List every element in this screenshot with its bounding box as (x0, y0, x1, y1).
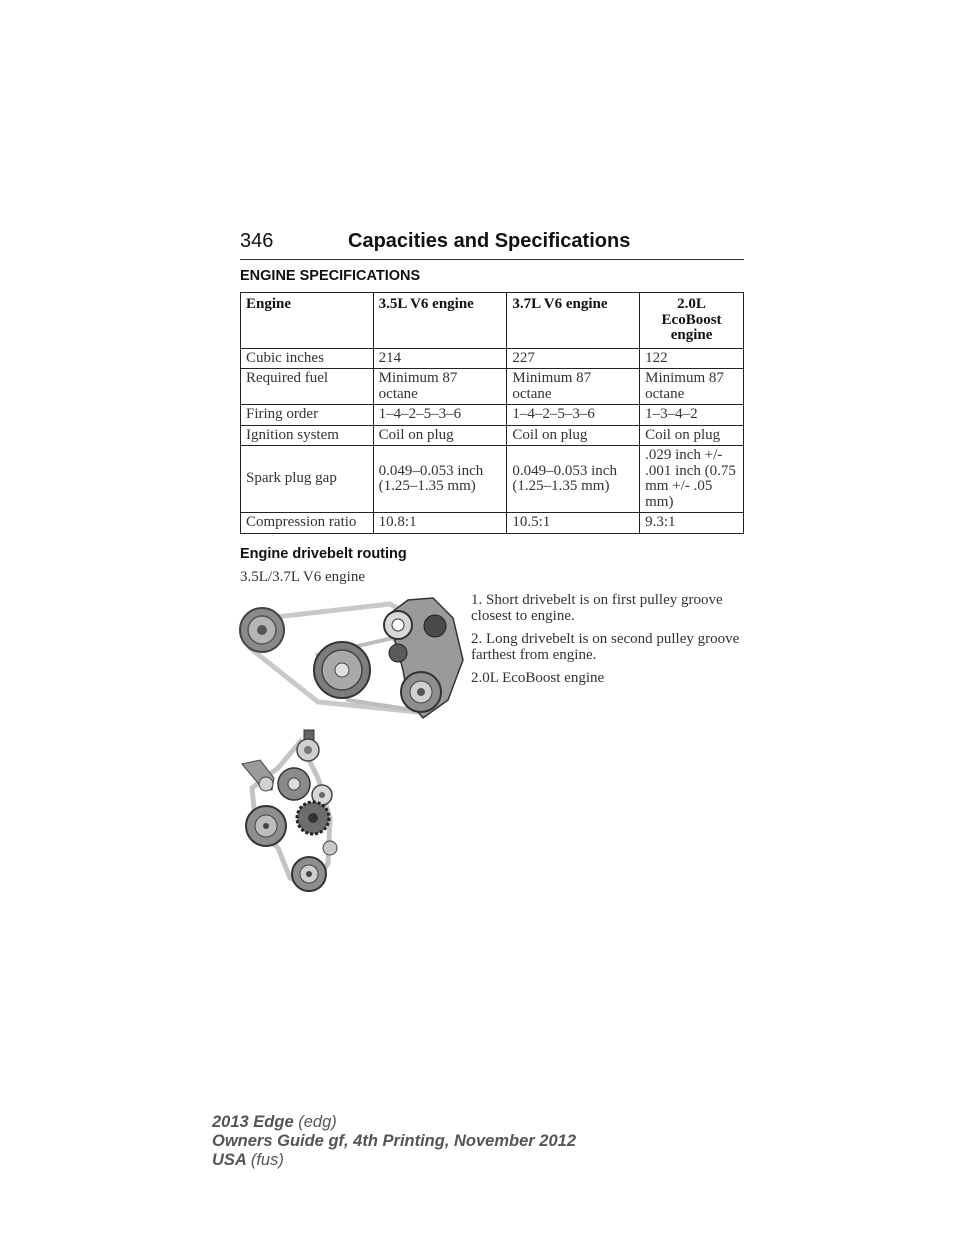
table-row (241, 348, 744, 369)
table-cell: Firing order (241, 405, 374, 426)
table-cell: 122 (640, 348, 744, 369)
table-header: 3.7L V6 engine (507, 293, 640, 349)
table-cell: 214 (373, 348, 507, 369)
footer-model-code: (edg) (298, 1113, 337, 1131)
footer-market-code: (fus) (250, 1151, 284, 1169)
v6-drivebelt-diagram (238, 590, 468, 722)
engine-specifications-table (240, 292, 744, 534)
table-header-row (241, 293, 744, 349)
page-header (240, 229, 744, 260)
footer-line-2: Owners Guide gf, 4th Printing, November 2012 (212, 1132, 576, 1150)
pulley (424, 615, 446, 637)
table-header: 3.5L V6 engine (373, 293, 507, 349)
table-row (241, 446, 744, 513)
table-cell: Cubic inches (241, 348, 374, 369)
footer-line-3 (212, 1151, 576, 1170)
footer-model: 2013 Edge (212, 1113, 294, 1131)
pulley (323, 841, 337, 855)
table-cell: 10.8:1 (373, 513, 507, 534)
table-cell: 0.049–0.053 inch (1.25–1.35 mm) (373, 446, 507, 513)
table-cell: Required fuel (241, 369, 374, 405)
table-cell: Coil on plug (640, 425, 744, 446)
table-cell: Spark plug gap (241, 446, 374, 513)
drivebelt-note-1: 1. Short drivebelt is on first pulley groove closest to engine. (471, 592, 723, 624)
table-header: 2.0L EcoBoost engine (640, 293, 744, 349)
table-cell: 1–4–2–5–3–6 (373, 405, 507, 426)
footer-line-1 (212, 1113, 576, 1132)
v6-engine-label: 3.5L/3.7L V6 engine (240, 569, 365, 585)
pulley (259, 777, 273, 791)
ecoboost-drivebelt-diagram (238, 728, 348, 896)
table-cell: .029 inch +/- .001 inch (0.75 mm +/- .05 mm) (640, 446, 744, 513)
table-cell: 1–3–4–2 (640, 405, 744, 426)
table-row (241, 369, 744, 405)
table-cell: Ignition system (241, 425, 374, 446)
section-title: ENGINE SPECIFICATIONS (240, 268, 421, 284)
table-cell: Compression ratio (241, 513, 374, 534)
table-cell: 1–4–2–5–3–6 (507, 405, 640, 426)
page-footer (212, 1113, 576, 1170)
table-cell: 9.3:1 (640, 513, 744, 534)
ecoboost-engine-label: 2.0L EcoBoost engine (471, 670, 605, 686)
table-cell: Minimum 87 octane (640, 369, 744, 405)
page-number: 346 (240, 230, 274, 252)
pulley (389, 644, 407, 662)
footer-market: USA (212, 1151, 247, 1169)
table-row (241, 425, 744, 446)
table-cell: 227 (507, 348, 640, 369)
table-cell: Minimum 87 octane (507, 369, 640, 405)
table-header: Engine (241, 293, 374, 349)
table-cell: 10.5:1 (507, 513, 640, 534)
table-row (241, 513, 744, 534)
drivebelt-note-2: 2. Long drivebelt is on second pulley groove farthest from engine. (471, 631, 740, 663)
table-cell: Coil on plug (507, 425, 640, 446)
drivebelt-heading: Engine drivebelt routing (240, 546, 407, 562)
page-title: Capacities and Specifications (348, 230, 631, 252)
table-cell: Minimum 87 octane (373, 369, 507, 405)
table-cell: Coil on plug (373, 425, 507, 446)
table-row (241, 405, 744, 426)
table-cell: 0.049–0.053 inch (1.25–1.35 mm) (507, 446, 640, 513)
